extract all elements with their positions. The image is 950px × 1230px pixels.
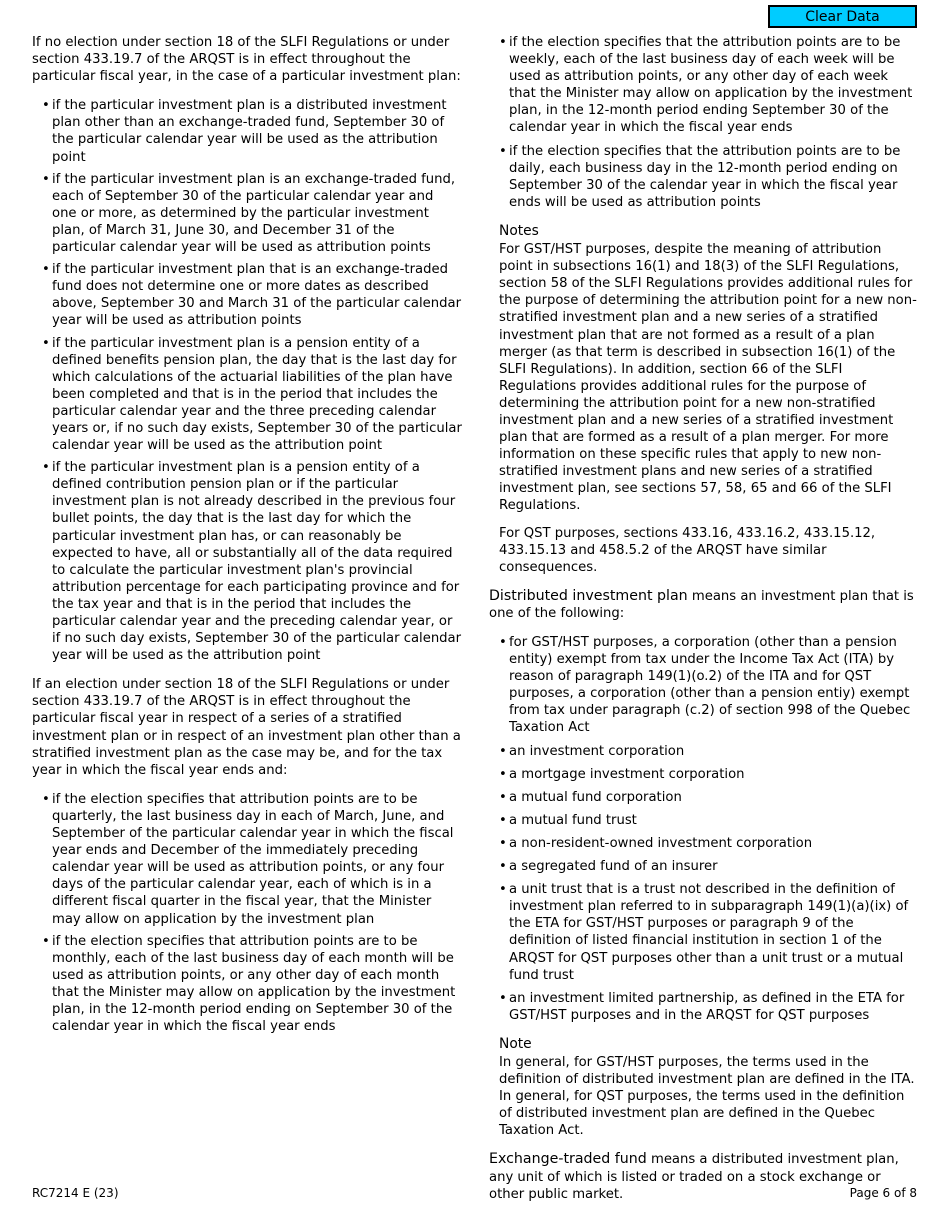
- list-item: • a segregated fund of an insurer: [499, 858, 919, 875]
- list-item: • an investment limited partnership, as defined in the ETA for GST/HST purposes and in the ARQST for QST purposes: [499, 990, 919, 1024]
- list-item: • a unit trust that is a trust not described in the definition of investment plan referred to in subparagraph 149(1)(a)(ix) of the ETA for GST/HST purposes or paragraph 9 of the definition of listed financial institution in section 1 of the ARQST for QST purposes other than a unit trust or a mutual fund trust: [499, 881, 919, 984]
- election-list: [32, 791, 462, 1035]
- definition-term: Distributed investment plan: [489, 587, 688, 604]
- intro-election: If an election under section 18 of the SLFI Regulations or under section 433.19.7 of the ARQST is in effect throughout the particular fiscal year in respect of a series of a stratified investment plan or in respect of an investment plan other than a stratified investment plan as the case may be, and for the tax year in which the fiscal year ends and:: [32, 677, 461, 778]
- list-item: • if the election specifies that attribution points are to be quarterly, the last business day in each of March, June, and September of the particular calendar year in which the fiscal year ends and December of the immediately preceding calendar year will be used as attribution points, or any four days of the particular calendar year, each of which is in a different fiscal quarter in the fiscal year, that the Minister may allow on application by the investment plan: [42, 791, 462, 928]
- definition-term: Exchange-traded fund: [489, 1151, 647, 1168]
- distributed-investment-plan-definition: [489, 588, 919, 622]
- list-item: • if the election specifies that the attribution points are to be daily, each business day in the 12-month period ending on September 30 of the calendar year in which the fiscal year ends will be used as attribution points: [499, 143, 919, 211]
- list-item: • if the election specifies that attribution points are to be monthly, each of the last business day of each month will be used as attribution points, or any other day of each month that the Minister may allow on application by the investment plan, in the 12-month period ending on September 30 of the calendar year in which the fiscal year ends: [42, 933, 462, 1036]
- election-list-continued: [489, 34, 919, 211]
- list-item: • a non-resident-owned investment corporation: [499, 835, 919, 852]
- definition-text: means a distributed investment plan, any unit of which is listed or traded on a stock exchange or other public market.: [489, 1152, 899, 1202]
- notes-paragraph-gst: For GST/HST purposes, despite the meaning of attribution point in subsections 16(1) and 18(3) of the SLFI Regulations, section 58 of the SLFI Regulations provides additional rules for the purpose of determining the attribution point for a new non-stratified investment plan and a new series of a stratified investment plan that are not formed as a result of a plan merger (as that term is described in subsection 16(1) of the SLFI Regulations). In addition, section 66 of the SLFI Regulations provides additional rules for the purpose of determining the attribution point for a new non-stratified investment plan and a new series of a stratified investment plan that are formed as a result of a plan merger. For more information on these specific rules that apply to new non-stratified investment plans and new series of a stratified investment plan, see sections 57, 58, 65 and 66 of the SLFI Regulations.: [499, 242, 917, 514]
- note-block: [489, 1036, 919, 1140]
- note-text: In general, for GST/HST purposes, the terms used in the definition of distributed investment plan are defined in the ITA. In general, for QST purposes, the terms used in the definition of distributed investment plan are defined in the Quebec Taxation Act.: [499, 1054, 915, 1139]
- list-item: • if the particular investment plan is a pension entity of a defined benefits pension plan, the day that is the last day for which calculations of the actuarial liabilities of the plan have been completed and that is in the period that includes the particular calendar year and the three preceding calendar years or, if no such day exists, September 30 of the particular calendar year will be used as the attribution point: [42, 335, 462, 455]
- intro-no-election: If no election under section 18 of the SLFI Regulations or under section 433.19.7 of the ARQST is in effect throughout the particular fiscal year, in the case of a particular investment plan:: [32, 35, 461, 85]
- distributed-plan-list: [489, 634, 919, 1024]
- list-item: • if the particular investment plan is an exchange-traded fund, each of September 30 of the particular calendar year and one or more, as determined by the particular investment plan, of March 31, June 30, and December 31 of the particular calendar year will be used as attribution points: [42, 171, 462, 256]
- note-heading: Note: [499, 1035, 532, 1052]
- list-item: • a mutual fund corporation: [499, 789, 919, 806]
- list-item: • if the particular investment plan is a pension entity of a defined contribution pension plan or if the particular investment plan is not already described in the previous four bullet points, the day that is the last day for which the particular investment plan has, or can reasonably be expected to have, all or substantially all of the data required to calculate the particular investment plan's provincial attribution percentage for each participating province and for the tax year and that is in the period that includes the particular calendar year and the preceding calendar year, or if no such day exists, September 30 of the particular calendar year will be used as the attribution point: [42, 459, 462, 664]
- no-election-list: [32, 97, 462, 664]
- list-item: • if the particular investment plan that is an exchange-traded fund does not determine one or more dates as described above, September 30 and March 31 of the particular calendar year will be used as attribution points: [42, 261, 462, 329]
- right-column: [489, 34, 919, 1203]
- left-column: [32, 34, 462, 1047]
- definition-text: means an investment plan that is one of the following:: [489, 588, 914, 621]
- list-item: • for GST/HST purposes, a corporation (other than a pension entity) exempt from tax under the Income Tax Act (ITA) by reason of paragraph 149(1)(o.2) of the ITA and for QST purposes, a corporation (other than a pension entiy) exempt from tax under paragraph (c.2) of section 998 of the Quebec Taxation Act: [499, 634, 919, 737]
- notes-block: [489, 223, 919, 576]
- list-item: • a mortgage investment corporation: [499, 766, 919, 783]
- form-code: RC7214 E (23): [32, 1186, 119, 1200]
- list-item: • if the particular investment plan is a distributed investment plan other than an exchange-traded fund, September 30 of the particular calendar year will be used as the attribution point: [42, 97, 462, 165]
- page-number: Page 6 of 8: [849, 1186, 917, 1200]
- list-item: • a mutual fund trust: [499, 812, 919, 829]
- notes-paragraph-qst: For QST purposes, sections 433.16, 433.16.2, 433.15.12, 433.15.13 and 458.5.2 of the ARQST have similar consequences.: [499, 525, 876, 575]
- clear-data-button[interactable]: Clear Data: [768, 5, 917, 28]
- list-item: • an investment corporation: [499, 743, 919, 760]
- list-item: • if the election specifies that the attribution points are to be weekly, each of the last business day of each week will be used as attribution points, or any other day of each week that the Minister may allow on application by the investment plan, in the 12-month period ending September 30 of the calendar year in which the fiscal year ends: [499, 34, 919, 137]
- notes-heading: Notes: [499, 222, 539, 239]
